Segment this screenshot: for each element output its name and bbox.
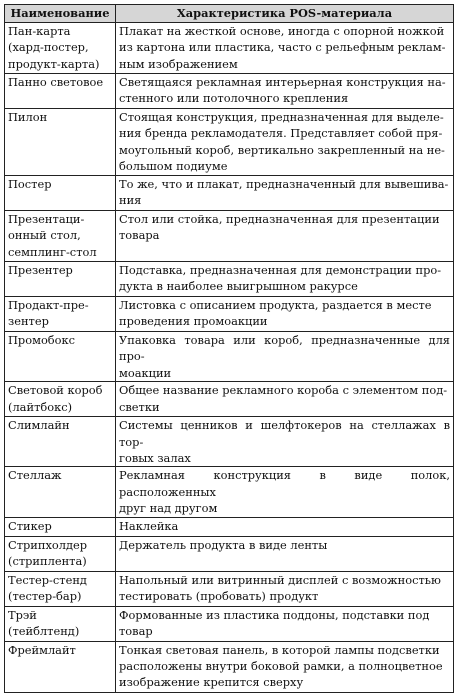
table-row: [5, 417, 454, 467]
row-name: Панно световое: [5, 74, 116, 109]
row-name: Световой короб (лайтбокс): [5, 382, 116, 417]
table-row: [5, 74, 454, 109]
row-name: Стеллаж: [5, 467, 116, 517]
row-description: Подставка, предназначенная для демонстрации про- дукта в наиболее выигрышном ракурсе: [116, 262, 454, 297]
row-description: Общее название рекламного короба с элементом под- светки: [116, 382, 454, 417]
row-name: Стрипхолдер (стриплента): [5, 536, 116, 571]
header-description: Характеристика POS-материала: [116, 5, 454, 23]
table-row: [5, 297, 454, 332]
row-name: Слимлайн: [5, 417, 116, 467]
row-description: Держатель продукта в виде ленты: [116, 536, 454, 571]
row-description: То же, что и плакат, предназначенный для вывешива- ния: [116, 176, 454, 211]
row-name: Пан-карта (хард-постер, продукт-карта): [5, 23, 116, 74]
table-body: [5, 23, 454, 693]
row-name: Постер: [5, 176, 116, 211]
row-name: Пилон: [5, 109, 116, 176]
row-description: Плакат на жесткой основе, иногда с опорной ножкой из картона или пластика, часто с рельефным реклам- ным изображением: [116, 23, 454, 74]
header-row: [5, 5, 454, 23]
pos-materials-table: [4, 4, 454, 693]
row-description: Формованные из пластика поддоны, подставки под товар: [116, 606, 454, 641]
row-description: Листовка с описанием продукта, раздается в месте проведения промоакции: [116, 297, 454, 332]
row-description: Стоящая конструкция, предназначенная для выделе- ния бренда рекламодателя. Представляет собой пря- моугольный короб, вертикально закрепленный на не- большом подиуме: [116, 109, 454, 176]
table-row: [5, 262, 454, 297]
table-row: [5, 517, 454, 536]
row-description: Стол или стойка, предназначенная для презентации товара: [116, 211, 454, 262]
row-description: Упаковка товара или короб, предназначенные для про- моакции: [116, 332, 454, 382]
row-description: Наклейка: [116, 517, 454, 536]
row-description: Рекламная конструкция в виде полок, расположенных друг над другом: [116, 467, 454, 517]
row-name: Трэй (тейблтенд): [5, 606, 116, 641]
row-name: Тестер-стенд (тестер-бар): [5, 571, 116, 606]
row-description: Тонкая световая панель, в которой лампы подсветки расположены внутри боковой рамки, а полноцветное изображение крепится сверху: [116, 641, 454, 692]
table-row: [5, 382, 454, 417]
table-row: [5, 606, 454, 641]
row-name: Презентер: [5, 262, 116, 297]
row-name: Презентаци- онный стол, семплинг-стол: [5, 211, 116, 262]
row-description: Светящаяся рекламная интерьерная конструкция на- стенного или потолочного крепления: [116, 74, 454, 109]
table-row: [5, 176, 454, 211]
table-row: [5, 536, 454, 571]
row-description: Системы ценников и шелфтокеров на стеллажах в тор- говых залах: [116, 417, 454, 467]
row-description: Напольный или витринный дисплей с возможностью тестировать (пробовать) продукт: [116, 571, 454, 606]
table-row: [5, 571, 454, 606]
row-name: Стикер: [5, 517, 116, 536]
row-name: Продакт-пре- зентер: [5, 297, 116, 332]
table-row: [5, 211, 454, 262]
table-row: [5, 332, 454, 382]
table-row: [5, 23, 454, 74]
table-row: [5, 467, 454, 517]
header-name: Наименование: [5, 5, 116, 23]
row-name: Фреймлайт: [5, 641, 116, 692]
row-name: Промобокс: [5, 332, 116, 382]
table-row: [5, 109, 454, 176]
